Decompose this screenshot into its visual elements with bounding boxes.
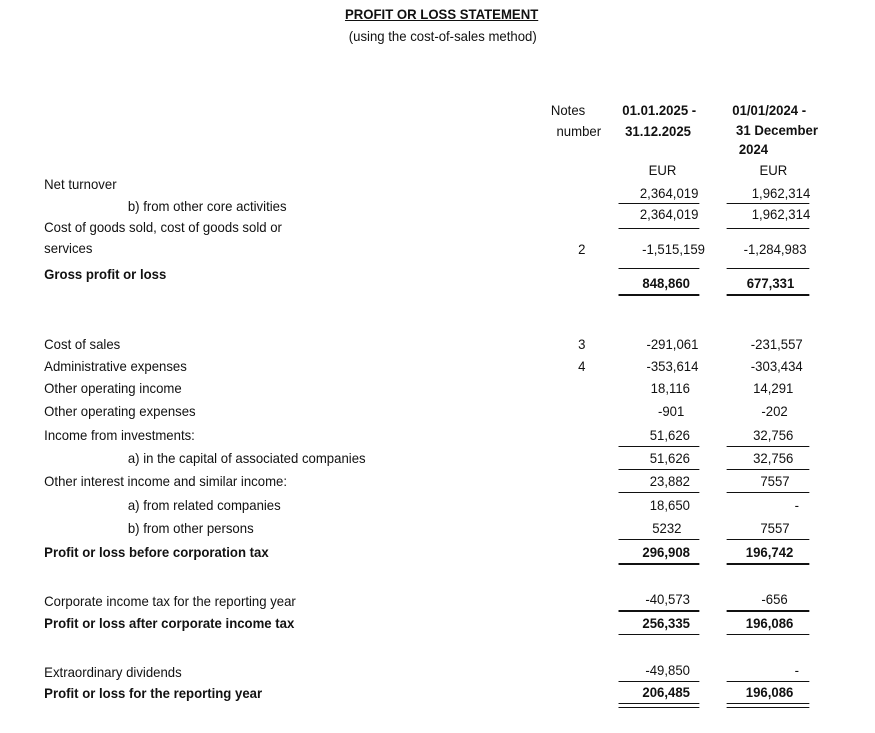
value-inc-investments-current: 51,626 <box>649 427 690 443</box>
note-cost-of-sales: 3 <box>578 336 586 352</box>
gross-rule-bottom-prior <box>727 294 810 296</box>
row-label-cit: Corporate income tax for the reporting year <box>44 593 296 609</box>
value-cost-of-sales-current: -291,061 <box>646 336 699 352</box>
rule-interest-current <box>619 492 700 493</box>
note-cogs: 2 <box>578 241 586 257</box>
rule-pat-bottom-prior <box>727 634 810 635</box>
value-pfy-current: 206,485 <box>642 684 690 700</box>
rule-pat-top-current <box>619 610 700 612</box>
value-cit-current: -40,573 <box>645 591 690 607</box>
row-label-other-core: b) from other core activities <box>127 198 287 214</box>
value-assoc-prior: 32,756 <box>753 450 794 466</box>
row-label-cost-of-sales: Cost of sales <box>44 336 121 352</box>
rule-investments-current <box>619 446 700 447</box>
value-pbt-current: 296,908 <box>642 544 690 560</box>
rule-pfy-top-current <box>619 681 700 682</box>
value-other-op-exp-current: -901 <box>657 403 685 419</box>
rule-pbt-top-prior <box>727 539 810 540</box>
rule-pfy-bottom1-prior <box>727 703 810 704</box>
value-other-op-income-prior: 14,291 <box>753 380 794 396</box>
value-admin-prior: -303,434 <box>750 358 803 374</box>
row-label-related: a) from related companies <box>127 497 281 513</box>
value-assoc-current: 51,626 <box>649 450 690 466</box>
value-other-op-income-current: 18,116 <box>650 380 690 396</box>
rule-pat-bottom-current <box>619 634 700 635</box>
value-other-core-prior: 1,962,314 <box>751 185 811 201</box>
value-other-persons-prior: 7557 <box>760 520 790 536</box>
subtotal-rule-current <box>619 203 700 204</box>
row-label-admin: Administrative expenses <box>44 358 187 374</box>
row-label-pfy: Profit or loss for the reporting year <box>44 685 263 701</box>
rule-assoc-prior <box>727 469 810 470</box>
rule-current <box>619 228 700 229</box>
statement-title: PROFIT OR LOSS STATEMENT <box>344 6 539 22</box>
notes-header: Notes <box>550 102 586 118</box>
note-admin: 4 <box>578 358 586 374</box>
row-label-cogs-1: Cost of goods sold, cost of goods sold or <box>44 219 282 235</box>
value-admin-current: -353,614 <box>646 358 699 374</box>
rule-interest-prior <box>727 492 810 493</box>
rule-pat-top-prior <box>727 610 810 612</box>
value-other-op-exp-prior: -202 <box>761 403 788 419</box>
rule-investments-prior <box>727 446 810 447</box>
row-label-gross: Gross profit or loss <box>44 266 167 282</box>
prior-period-header-2: 31 December <box>736 122 818 138</box>
value-net-turnover-current: 2,364,019 <box>639 206 699 222</box>
notes-header-2: number <box>556 123 602 139</box>
value-extra-div-prior: - <box>794 662 799 678</box>
row-label-cogs-2: services <box>44 240 93 256</box>
gross-rule-top-prior <box>727 268 810 269</box>
value-inc-investments-prior: 32,756 <box>753 427 794 443</box>
value-cost-of-sales-prior: -231,557 <box>750 336 803 352</box>
currency-prior: EUR <box>759 162 788 178</box>
row-label-other-persons: b) from other persons <box>127 520 254 536</box>
current-period-header: 01.01.2025 - <box>622 102 697 118</box>
prior-period-header-3: 2024 <box>738 141 769 157</box>
row-label-other-op-exp: Other operating expenses <box>44 403 196 419</box>
rule-pbt-bottom-current <box>619 563 700 565</box>
row-label-other-op-income: Other operating income <box>44 380 182 396</box>
value-cit-prior: -656 <box>761 591 788 607</box>
value-net-turnover-prior: 1,962,314 <box>751 206 811 222</box>
current-period-header-2: 31.12.2025 <box>625 123 691 139</box>
gross-rule-top-current <box>619 268 700 269</box>
rule-pbt-top-current <box>619 539 700 540</box>
value-related-current: 18,650 <box>649 497 690 513</box>
row-label-net-turnover: Net turnover <box>44 176 117 192</box>
rule-prior <box>727 228 810 229</box>
currency-current: EUR <box>648 162 677 178</box>
row-label-extra-div: Extraordinary dividends <box>44 664 182 680</box>
value-gross-current: 848,860 <box>642 275 690 291</box>
row-label-pat: Profit or loss after corporate income tax <box>44 615 295 631</box>
rule-pfy-top-prior <box>727 681 810 682</box>
value-other-core-current: 2,364,019 <box>639 185 699 201</box>
rule-pfy-bottom2-prior <box>727 707 810 708</box>
subtotal-rule-prior <box>727 203 810 204</box>
value-other-persons-current: 5232 <box>652 520 682 536</box>
gross-rule-bottom-current <box>619 294 700 296</box>
value-pfy-prior: 196,086 <box>745 684 794 700</box>
row-label-other-interest: Other interest income and similar income: <box>44 473 288 489</box>
row-label-inc-investments: Income from investments: <box>44 427 195 443</box>
row-label-pbt: Profit or loss before corporation tax <box>44 544 269 560</box>
value-other-interest-prior: 7557 <box>760 473 790 489</box>
rule-assoc-current <box>619 469 700 470</box>
value-other-interest-current: 23,882 <box>649 473 690 489</box>
value-related-prior: - <box>794 497 799 513</box>
value-gross-prior: 677,331 <box>746 275 795 291</box>
value-cogs-current: -1,515,159 <box>642 241 705 257</box>
value-pat-current: 256,335 <box>642 615 690 631</box>
row-label-assoc: a) in the capital of associated companies <box>127 450 366 466</box>
statement-subtitle: (using the cost-of-sales method) <box>348 28 537 44</box>
value-pbt-prior: 196,742 <box>745 544 794 560</box>
value-pat-prior: 196,086 <box>745 615 794 631</box>
value-extra-div-current: -49,850 <box>645 662 690 678</box>
value-cogs-prior: -1,284,983 <box>743 241 807 257</box>
rule-pfy-bottom2-current <box>619 707 700 708</box>
rule-pfy-bottom1-current <box>619 703 700 704</box>
rule-pbt-bottom-prior <box>727 563 810 565</box>
prior-period-header: 01/01/2024 - <box>732 102 807 118</box>
